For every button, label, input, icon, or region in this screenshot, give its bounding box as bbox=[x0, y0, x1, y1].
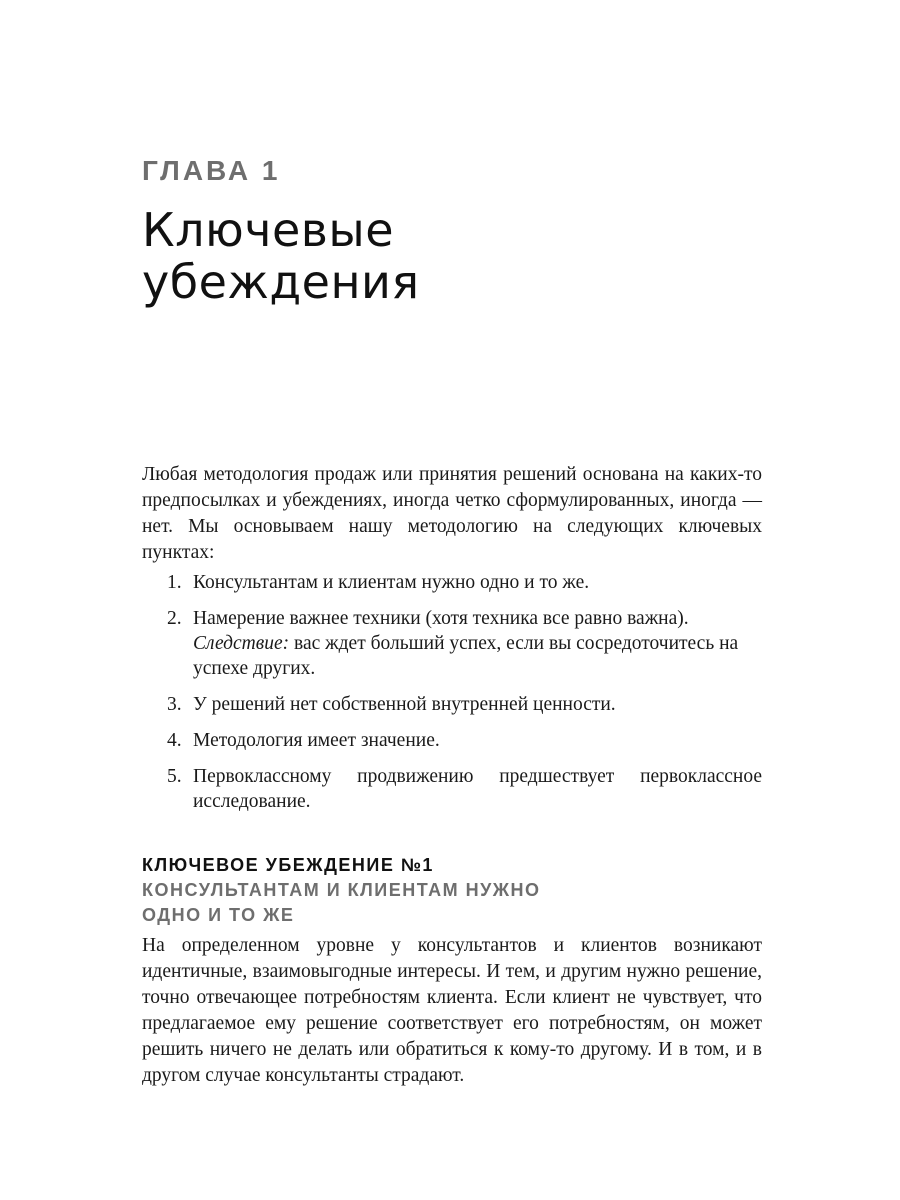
list-item bbox=[167, 692, 762, 717]
section-subtitle-line-1: КОНСУЛЬТАНТАМ И КЛИЕНТАМ НУЖНО bbox=[142, 880, 541, 900]
chapter-label: ГЛАВА 1 bbox=[142, 155, 281, 186]
section-kicker: КЛЮЧЕВОЕ УБЕЖДЕНИЕ №1 bbox=[142, 855, 434, 875]
intro-paragraph: Любая методология продаж или принятия решений основана на каких-то предпосылках и убеждениях, иногда четко сформулированных, иногда — нет. Мы основываем нашу методологию на следующих ключевых пунктах: bbox=[142, 464, 762, 563]
section-body-paragraph: На определенном уровне у консультантов и клиентов возникают идентичные, взаимовыгодные интересы. И тем, и другим нужно решение, точно отвечающее потребностям клиента. Если клиент не чувствует, что предлагаемое ему решение соответствует его потребностям, он может решить ничего не делать или обратиться к кому-то другому. И в том, и в другом случае консультанты страдают. bbox=[142, 935, 762, 1086]
chapter-title-line-2: убеждения bbox=[142, 255, 420, 309]
list-item-number: 4. bbox=[167, 730, 182, 751]
list-item bbox=[167, 764, 762, 814]
corollary-label: Следствие: bbox=[193, 633, 290, 654]
list-item-text: Намерение важнее техники (хотя техника все равно важна). bbox=[193, 608, 689, 629]
book-page bbox=[142, 0, 762, 1200]
list-item-text: У решений нет собственной внутренней ценности. bbox=[193, 694, 616, 715]
corollary bbox=[193, 631, 762, 681]
chapter-title bbox=[142, 204, 420, 308]
section-heading bbox=[142, 853, 762, 928]
list-item-number: 3. bbox=[167, 694, 182, 715]
chapter-title-line-1: Ключевые bbox=[142, 203, 394, 257]
list-item-text: Методология имеет значение. bbox=[193, 730, 440, 751]
corollary-text: вас ждет больший успех, если вы сосредоточитесь на успехе других. bbox=[193, 633, 739, 679]
section-subtitle-line-2: ОДНО И ТО ЖЕ bbox=[142, 905, 295, 925]
list-item bbox=[167, 570, 762, 595]
list-item-number: 2. bbox=[167, 608, 182, 629]
key-beliefs-list bbox=[167, 570, 762, 825]
list-item-number: 5. bbox=[167, 766, 182, 787]
list-item-text: Консультантам и клиентам нужно одно и то же. bbox=[193, 572, 590, 593]
list-item-number: 1. bbox=[167, 572, 182, 593]
list-item bbox=[167, 606, 762, 681]
list-item bbox=[167, 728, 762, 753]
list-item-text: Первоклассному продвижению предшествует первоклассное исследование. bbox=[193, 766, 762, 812]
